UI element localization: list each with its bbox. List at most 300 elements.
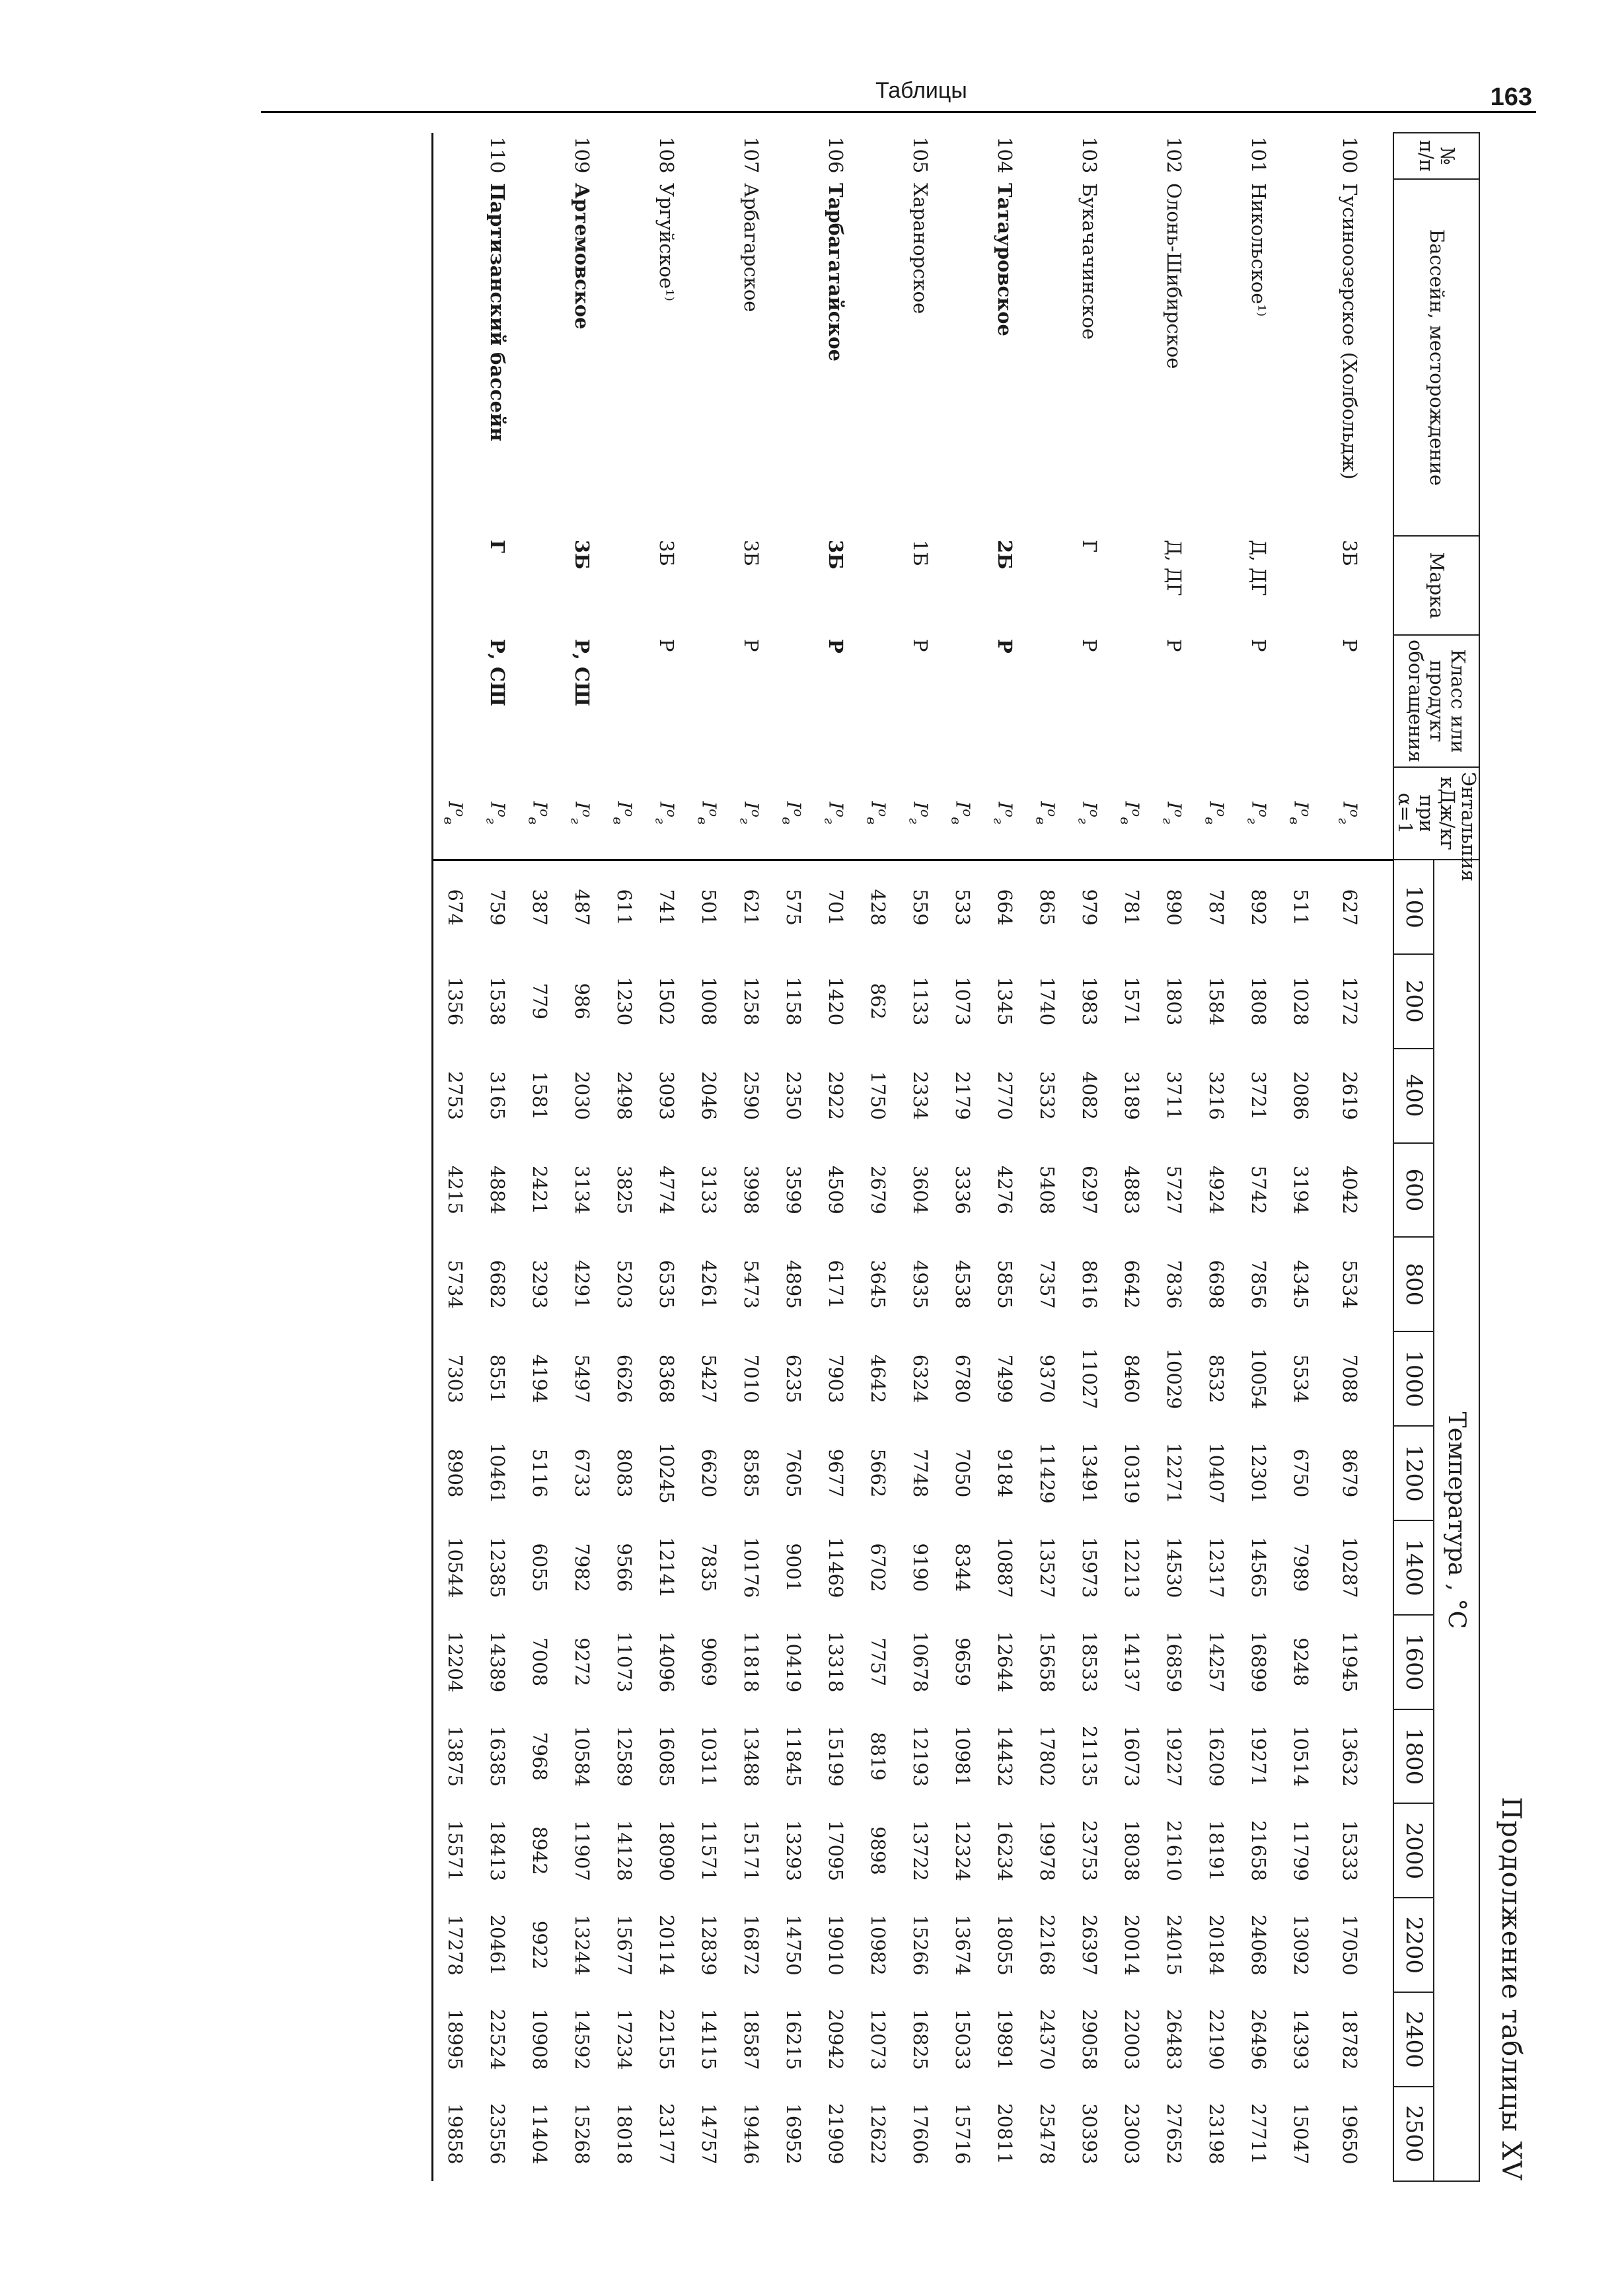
value-cell: 22003 <box>1121 2009 1144 2070</box>
table-row <box>941 133 983 2181</box>
value-cell: 10982 <box>867 1914 890 1976</box>
header-enthalpy: Энтальпия кДж/кг при α=1 <box>1393 767 1479 860</box>
coal-class: Р <box>1339 639 1362 652</box>
value-cell: 7748 <box>909 1448 932 1498</box>
value-cell: 701 <box>814 860 856 954</box>
coal-class: Р <box>1247 639 1271 652</box>
value-cell: 12622 <box>867 2103 890 2165</box>
value-cell: 19010 <box>825 1914 848 1976</box>
value-cell: 2498 <box>613 1071 636 1121</box>
deposit-name: Ургуйское¹⁾ <box>655 183 679 301</box>
coal-mark: 3Б <box>655 540 679 566</box>
table-row <box>603 133 645 2181</box>
value-cell: 21909 <box>825 2103 848 2165</box>
value-cell: 13722 <box>909 1820 932 1881</box>
enthalpy-subscript: г <box>1244 817 1261 825</box>
coal-mark: Д, ДГ <box>1247 540 1271 596</box>
value-cell: 18995 <box>433 1992 476 2087</box>
value-cell: 3093 <box>655 1071 679 1121</box>
enthalpy-subscript: в <box>1286 817 1303 825</box>
value-cell: 6235 <box>782 1354 805 1403</box>
running-header <box>261 78 1536 113</box>
enthalpy-symbol: $I^o_в$ <box>610 801 638 825</box>
table-row <box>814 133 856 2181</box>
value-cell: 10908 <box>529 2009 552 2070</box>
table-row <box>899 133 941 2181</box>
value-cell: 6642 <box>1121 1259 1144 1309</box>
coal-class: Р, СШ <box>486 639 509 706</box>
coal-class: Р <box>655 639 679 652</box>
row-number <box>1025 133 1068 179</box>
value-cell: 10514 <box>1290 1725 1313 1787</box>
value-cell: 9566 <box>613 1543 636 1592</box>
coal-mark: 3Б <box>740 540 763 566</box>
value-cell: 2350 <box>782 1071 805 1121</box>
deposit-name: Арбагарское <box>740 183 763 313</box>
value-cell: 865 <box>1025 860 1068 954</box>
value-cell: 5534 <box>1290 1354 1313 1403</box>
value-cell: 26496 <box>1247 2009 1271 2070</box>
temp-header-400: 400 <box>1393 1049 1434 1143</box>
value-cell: 2679 <box>867 1166 890 1214</box>
value-cell: 3134 <box>571 1166 594 1214</box>
coal-class <box>772 635 814 767</box>
row-number: 101 <box>1247 137 1271 174</box>
value-cell: 10678 <box>909 1631 932 1693</box>
deposit-name <box>433 179 476 536</box>
value-cell: 674 <box>433 860 476 954</box>
value-cell: 16085 <box>655 1725 679 1787</box>
value-cell: 8679 <box>1339 1448 1362 1498</box>
value-cell: 3825 <box>613 1166 636 1214</box>
value-cell: 4642 <box>867 1354 890 1403</box>
value-cell: 1258 <box>740 977 763 1026</box>
coal-mark: Г <box>486 540 509 554</box>
value-cell: 6297 <box>1078 1166 1101 1214</box>
value-cell: 13632 <box>1339 1725 1362 1787</box>
row-number <box>772 133 814 179</box>
table-body <box>433 133 1394 2181</box>
value-cell: 2421 <box>529 1166 552 1214</box>
coal-mark <box>433 536 476 635</box>
temp-header-1200: 1200 <box>1393 1426 1434 1520</box>
value-cell: 14393 <box>1290 2009 1313 2070</box>
value-cell: 5534 <box>1339 1259 1362 1309</box>
value-cell: 11907 <box>571 1820 594 1881</box>
value-cell: 9659 <box>951 1637 975 1687</box>
value-cell: 4935 <box>909 1259 932 1309</box>
coal-mark: 1Б <box>909 540 932 566</box>
value-cell: 1356 <box>433 954 476 1049</box>
value-cell: 13488 <box>740 1725 763 1787</box>
value-cell: 9898 <box>867 1826 890 1875</box>
value-cell: 3336 <box>951 1166 975 1214</box>
value-cell: 5408 <box>1036 1166 1059 1214</box>
rotated-table-block <box>304 132 1526 2180</box>
header-temperature: Температура , °С <box>1434 860 1479 2181</box>
enthalpy-subscript: г <box>990 817 1007 825</box>
coal-class <box>1195 635 1237 767</box>
value-cell: 23198 <box>1205 2103 1228 2165</box>
value-cell: 387 <box>518 860 560 954</box>
value-cell: 6620 <box>698 1448 721 1498</box>
value-cell: 1803 <box>1163 977 1186 1026</box>
table-row <box>1279 133 1321 2181</box>
value-cell: 741 <box>645 860 687 954</box>
value-cell: 25478 <box>1036 2103 1059 2165</box>
value-cell: 2046 <box>698 1071 721 1121</box>
row-number <box>941 133 983 179</box>
value-cell: 14757 <box>698 2103 721 2165</box>
coal-mark <box>1025 536 1068 635</box>
value-cell: 1571 <box>1121 977 1144 1026</box>
enthalpy-symbol: $I^o_г$ <box>737 801 765 825</box>
value-cell: 2590 <box>740 1071 763 1121</box>
value-cell: 21610 <box>1163 1820 1186 1881</box>
value-cell: 14592 <box>571 2009 594 2070</box>
row-number <box>1279 133 1321 179</box>
header-title: Таблицы <box>875 78 967 103</box>
row-number <box>433 133 476 179</box>
value-cell: 11469 <box>825 1537 848 1598</box>
table-row <box>1321 133 1393 2181</box>
value-cell: 5473 <box>740 1259 763 1309</box>
value-cell: 10981 <box>951 1725 975 1787</box>
header-num: № п/п <box>1393 133 1479 179</box>
value-cell: 9370 <box>1036 1354 1059 1403</box>
value-cell: 11845 <box>782 1725 805 1787</box>
value-cell: 15266 <box>909 1914 932 1976</box>
value-cell: 7989 <box>1290 1543 1313 1592</box>
value-cell: 16952 <box>782 2103 805 2165</box>
enthalpy-subscript: г <box>1075 817 1091 825</box>
value-cell: 19891 <box>994 2009 1017 2070</box>
value-cell: 986 <box>571 983 594 1020</box>
value-cell: 511 <box>1279 860 1321 954</box>
value-cell: 2030 <box>571 1071 594 1121</box>
enthalpy-symbol: $I^o_г$ <box>1075 801 1103 825</box>
enthalpy-symbol: $I^o_в$ <box>694 801 723 825</box>
deposit-name <box>518 179 560 536</box>
value-cell: 1133 <box>909 977 932 1026</box>
value-cell: 10176 <box>740 1537 763 1598</box>
value-cell: 6702 <box>867 1543 890 1592</box>
temp-header-2400: 2400 <box>1393 1992 1434 2087</box>
enthalpy-symbol: $I^o_в$ <box>864 801 892 825</box>
value-cell: 16209 <box>1205 1725 1228 1787</box>
value-cell: 1420 <box>825 977 848 1026</box>
value-cell: 18191 <box>1205 1820 1228 1881</box>
enthalpy-symbol: $I^o_г$ <box>568 801 596 825</box>
value-cell: 1230 <box>613 977 636 1026</box>
value-cell: 11571 <box>698 1820 721 1881</box>
row-number <box>1195 133 1237 179</box>
enthalpy-subscript: г <box>906 817 922 825</box>
deposit-name: Букачачинское <box>1078 183 1101 340</box>
table-row <box>687 133 729 2181</box>
value-cell: 18782 <box>1339 2009 1362 2070</box>
value-cell: 20461 <box>486 1914 509 1976</box>
value-cell: 12324 <box>951 1820 975 1881</box>
value-cell: 11027 <box>1078 1348 1101 1409</box>
value-cell: 13092 <box>1290 1914 1313 1976</box>
value-cell: 2619 <box>1339 1071 1362 1121</box>
value-cell: 17278 <box>433 1898 476 1992</box>
row-number: 108 <box>655 137 679 174</box>
value-cell: 16825 <box>909 2009 932 2070</box>
value-cell: 20184 <box>1205 1914 1228 1976</box>
value-cell: 1581 <box>529 1071 552 1121</box>
coal-mark: Г <box>1078 540 1101 553</box>
value-cell: 10544 <box>433 1520 476 1615</box>
value-cell: 892 <box>1237 860 1279 954</box>
value-cell: 27652 <box>1163 2103 1186 2165</box>
enthalpy-subscript: г <box>483 817 499 825</box>
value-cell: 8368 <box>655 1354 679 1403</box>
coal-class: Р <box>1163 639 1186 652</box>
enthalpy-subscript: в <box>779 817 795 825</box>
coal-class: Р <box>1078 639 1101 652</box>
value-cell: 12204 <box>433 1615 476 1709</box>
value-cell: 11073 <box>613 1631 636 1693</box>
row-number: 100 <box>1339 137 1362 174</box>
coal-mark: 3Б <box>825 540 848 570</box>
deposit-name: Тарбагатайское <box>825 183 848 362</box>
value-cell: 3998 <box>740 1166 763 1214</box>
value-cell: 14530 <box>1163 1537 1186 1598</box>
value-cell: 12271 <box>1163 1442 1186 1504</box>
enthalpy-subscript: в <box>1033 817 1049 825</box>
header-class: Класс или продукт обогащения <box>1393 635 1479 767</box>
value-cell: 12073 <box>867 2009 890 2070</box>
enthalpy-symbol: $I^o_г$ <box>990 801 1019 825</box>
value-cell: 7836 <box>1163 1259 1186 1309</box>
temp-header-100: 100 <box>1393 860 1434 954</box>
value-cell: 3165 <box>486 1071 509 1121</box>
coal-mark <box>1110 536 1152 635</box>
value-cell: 26397 <box>1078 1914 1101 1976</box>
table-row <box>729 133 772 2181</box>
coal-mark <box>603 536 645 635</box>
value-cell: 13318 <box>825 1631 848 1693</box>
enthalpy-table <box>431 132 1480 2182</box>
value-cell: 17050 <box>1339 1914 1362 1976</box>
table-row <box>1025 133 1068 2181</box>
value-cell: 4042 <box>1339 1166 1362 1214</box>
enthalpy-subscript: в <box>864 817 880 825</box>
enthalpy-symbol: $I^o_в$ <box>525 801 554 825</box>
value-cell: 8551 <box>486 1354 509 1403</box>
value-cell: 6535 <box>655 1259 679 1309</box>
value-cell: 3293 <box>529 1259 552 1309</box>
value-cell: 19650 <box>1339 2103 1362 2165</box>
enthalpy-symbol: $I^o_г$ <box>1160 801 1188 825</box>
deposit-name: Никольское¹⁾ <box>1247 183 1271 317</box>
enthalpy-symbol: $I^o_г$ <box>821 801 850 825</box>
value-cell: 27711 <box>1247 2103 1271 2165</box>
temp-header-1000: 1000 <box>1393 1331 1434 1426</box>
enthalpy-subscript: г <box>1160 817 1176 825</box>
value-cell: 2922 <box>825 1071 848 1121</box>
value-cell: 979 <box>1068 860 1110 954</box>
enthalpy-symbol: $I^o_в$ <box>1033 801 1061 825</box>
value-cell: 16215 <box>782 2009 805 2070</box>
coal-mark: 3Б <box>571 540 594 570</box>
temp-header-1600: 1600 <box>1393 1615 1434 1709</box>
value-cell: 6780 <box>951 1354 975 1403</box>
value-cell: 13293 <box>782 1820 805 1881</box>
value-cell: 787 <box>1195 860 1237 954</box>
value-cell: 20014 <box>1121 1914 1144 1976</box>
deposit-name <box>1195 179 1237 536</box>
table-row <box>518 133 560 2181</box>
value-cell: 8942 <box>529 1826 552 1875</box>
enthalpy-subscript: в <box>525 817 542 825</box>
value-cell: 9184 <box>994 1448 1017 1498</box>
value-cell: 4895 <box>782 1259 805 1309</box>
row-number <box>518 133 560 179</box>
coal-class <box>1025 635 1068 767</box>
value-cell: 6324 <box>909 1354 932 1403</box>
value-cell: 5734 <box>433 1237 476 1331</box>
coal-class <box>603 635 645 767</box>
value-cell: 18533 <box>1078 1631 1101 1693</box>
value-cell: 11429 <box>1036 1442 1059 1504</box>
value-cell: 22190 <box>1205 2009 1228 2070</box>
value-cell: 11404 <box>529 2103 552 2165</box>
value-cell: 22155 <box>655 2009 679 2070</box>
value-cell: 621 <box>729 860 772 954</box>
value-cell: 10311 <box>698 1725 721 1787</box>
deposit-name: Артемовское <box>571 183 594 330</box>
value-cell: 9922 <box>529 1920 552 1970</box>
value-cell: 6733 <box>571 1448 594 1498</box>
value-cell: 15973 <box>1078 1537 1101 1598</box>
coal-class: Р <box>740 639 763 652</box>
coal-mark: Д, ДГ <box>1163 540 1186 596</box>
value-cell: 14128 <box>613 1820 636 1881</box>
value-cell: 6055 <box>529 1543 552 1592</box>
value-cell: 8819 <box>867 1732 890 1781</box>
value-cell: 18018 <box>613 2103 636 2165</box>
value-cell: 14115 <box>698 2009 721 2070</box>
enthalpy-subscript: г <box>568 817 584 825</box>
value-cell: 487 <box>560 860 603 954</box>
temp-header-2000: 2000 <box>1393 1803 1434 1898</box>
value-cell: 627 <box>1321 860 1393 954</box>
coal-mark <box>518 536 560 635</box>
value-cell: 3532 <box>1036 1071 1059 1121</box>
row-number: 109 <box>571 137 594 174</box>
value-cell: 3216 <box>1205 1071 1228 1121</box>
value-cell: 8585 <box>740 1448 763 1498</box>
value-cell: 5497 <box>571 1354 594 1403</box>
enthalpy-subscript: г <box>1335 817 1352 825</box>
temp-header-2200: 2200 <box>1393 1898 1434 1992</box>
value-cell: 4774 <box>655 1166 679 1214</box>
value-cell: 5116 <box>529 1448 552 1498</box>
row-number: 106 <box>825 137 848 174</box>
value-cell: 2179 <box>951 1071 975 1121</box>
value-cell: 15199 <box>825 1725 848 1787</box>
value-cell: 14432 <box>994 1725 1017 1787</box>
value-cell: 890 <box>1152 860 1195 954</box>
value-cell: 18413 <box>486 1820 509 1881</box>
enthalpy-subscript: в <box>1117 817 1134 825</box>
value-cell: 7968 <box>529 1732 552 1781</box>
value-cell: 11818 <box>740 1631 763 1693</box>
value-cell: 9190 <box>909 1543 932 1592</box>
value-cell: 23556 <box>486 2103 509 2165</box>
value-cell: 7088 <box>1339 1354 1362 1403</box>
value-cell: 12213 <box>1121 1537 1144 1598</box>
value-cell: 3721 <box>1247 1071 1271 1121</box>
value-cell: 7010 <box>740 1354 763 1403</box>
value-cell: 10461 <box>486 1442 509 1504</box>
value-cell: 862 <box>867 983 890 1020</box>
value-cell: 6171 <box>825 1259 848 1309</box>
table-row <box>1110 133 1152 2181</box>
value-cell: 3645 <box>867 1259 890 1309</box>
value-cell: 1073 <box>951 977 975 1026</box>
row-number <box>603 133 645 179</box>
enthalpy-subscript: г <box>737 817 753 825</box>
deposit-name: Олонь-Шибирское <box>1163 183 1186 369</box>
value-cell: 8344 <box>951 1543 975 1592</box>
deposit-name <box>603 179 645 536</box>
value-cell: 781 <box>1110 860 1152 954</box>
value-cell: 6626 <box>613 1354 636 1403</box>
value-cell: 9248 <box>1290 1637 1313 1687</box>
deposit-name <box>1279 179 1321 536</box>
enthalpy-subscript: в <box>441 817 457 825</box>
coal-mark <box>772 536 814 635</box>
enthalpy-symbol: $I^o_г$ <box>906 801 934 825</box>
enthalpy-symbol: $I^o_г$ <box>1335 801 1364 825</box>
value-cell: 5662 <box>867 1448 890 1498</box>
table-row <box>772 133 814 2181</box>
value-cell: 4924 <box>1205 1166 1228 1214</box>
deposit-name <box>856 179 899 536</box>
value-cell: 13674 <box>951 1914 975 1976</box>
row-number: 104 <box>994 137 1017 174</box>
value-cell: 12141 <box>655 1537 679 1598</box>
enthalpy-subscript: в <box>1202 817 1218 825</box>
temp-header-2500: 2500 <box>1393 2087 1434 2181</box>
value-cell: 30393 <box>1078 2103 1101 2165</box>
value-cell: 1272 <box>1339 977 1362 1026</box>
deposit-name <box>941 179 983 536</box>
row-number: 103 <box>1078 137 1101 174</box>
coal-class <box>518 635 560 767</box>
enthalpy-symbol: $I^o_в$ <box>779 801 807 825</box>
value-cell: 13527 <box>1036 1537 1059 1598</box>
row-number <box>856 133 899 179</box>
value-cell: 6698 <box>1205 1259 1228 1309</box>
table-row <box>983 133 1025 2181</box>
row-number: 105 <box>909 137 932 174</box>
value-cell: 5742 <box>1247 1166 1271 1214</box>
enthalpy-subscript: г <box>821 817 838 825</box>
temp-header-200: 200 <box>1393 954 1434 1049</box>
row-number: 110 <box>486 137 509 174</box>
coal-mark <box>687 536 729 635</box>
value-cell: 22168 <box>1036 1914 1059 1976</box>
coal-mark <box>1195 536 1237 635</box>
temp-header-1800: 1800 <box>1393 1709 1434 1804</box>
table-row <box>1237 133 1279 2181</box>
coal-class: Р <box>994 639 1017 653</box>
